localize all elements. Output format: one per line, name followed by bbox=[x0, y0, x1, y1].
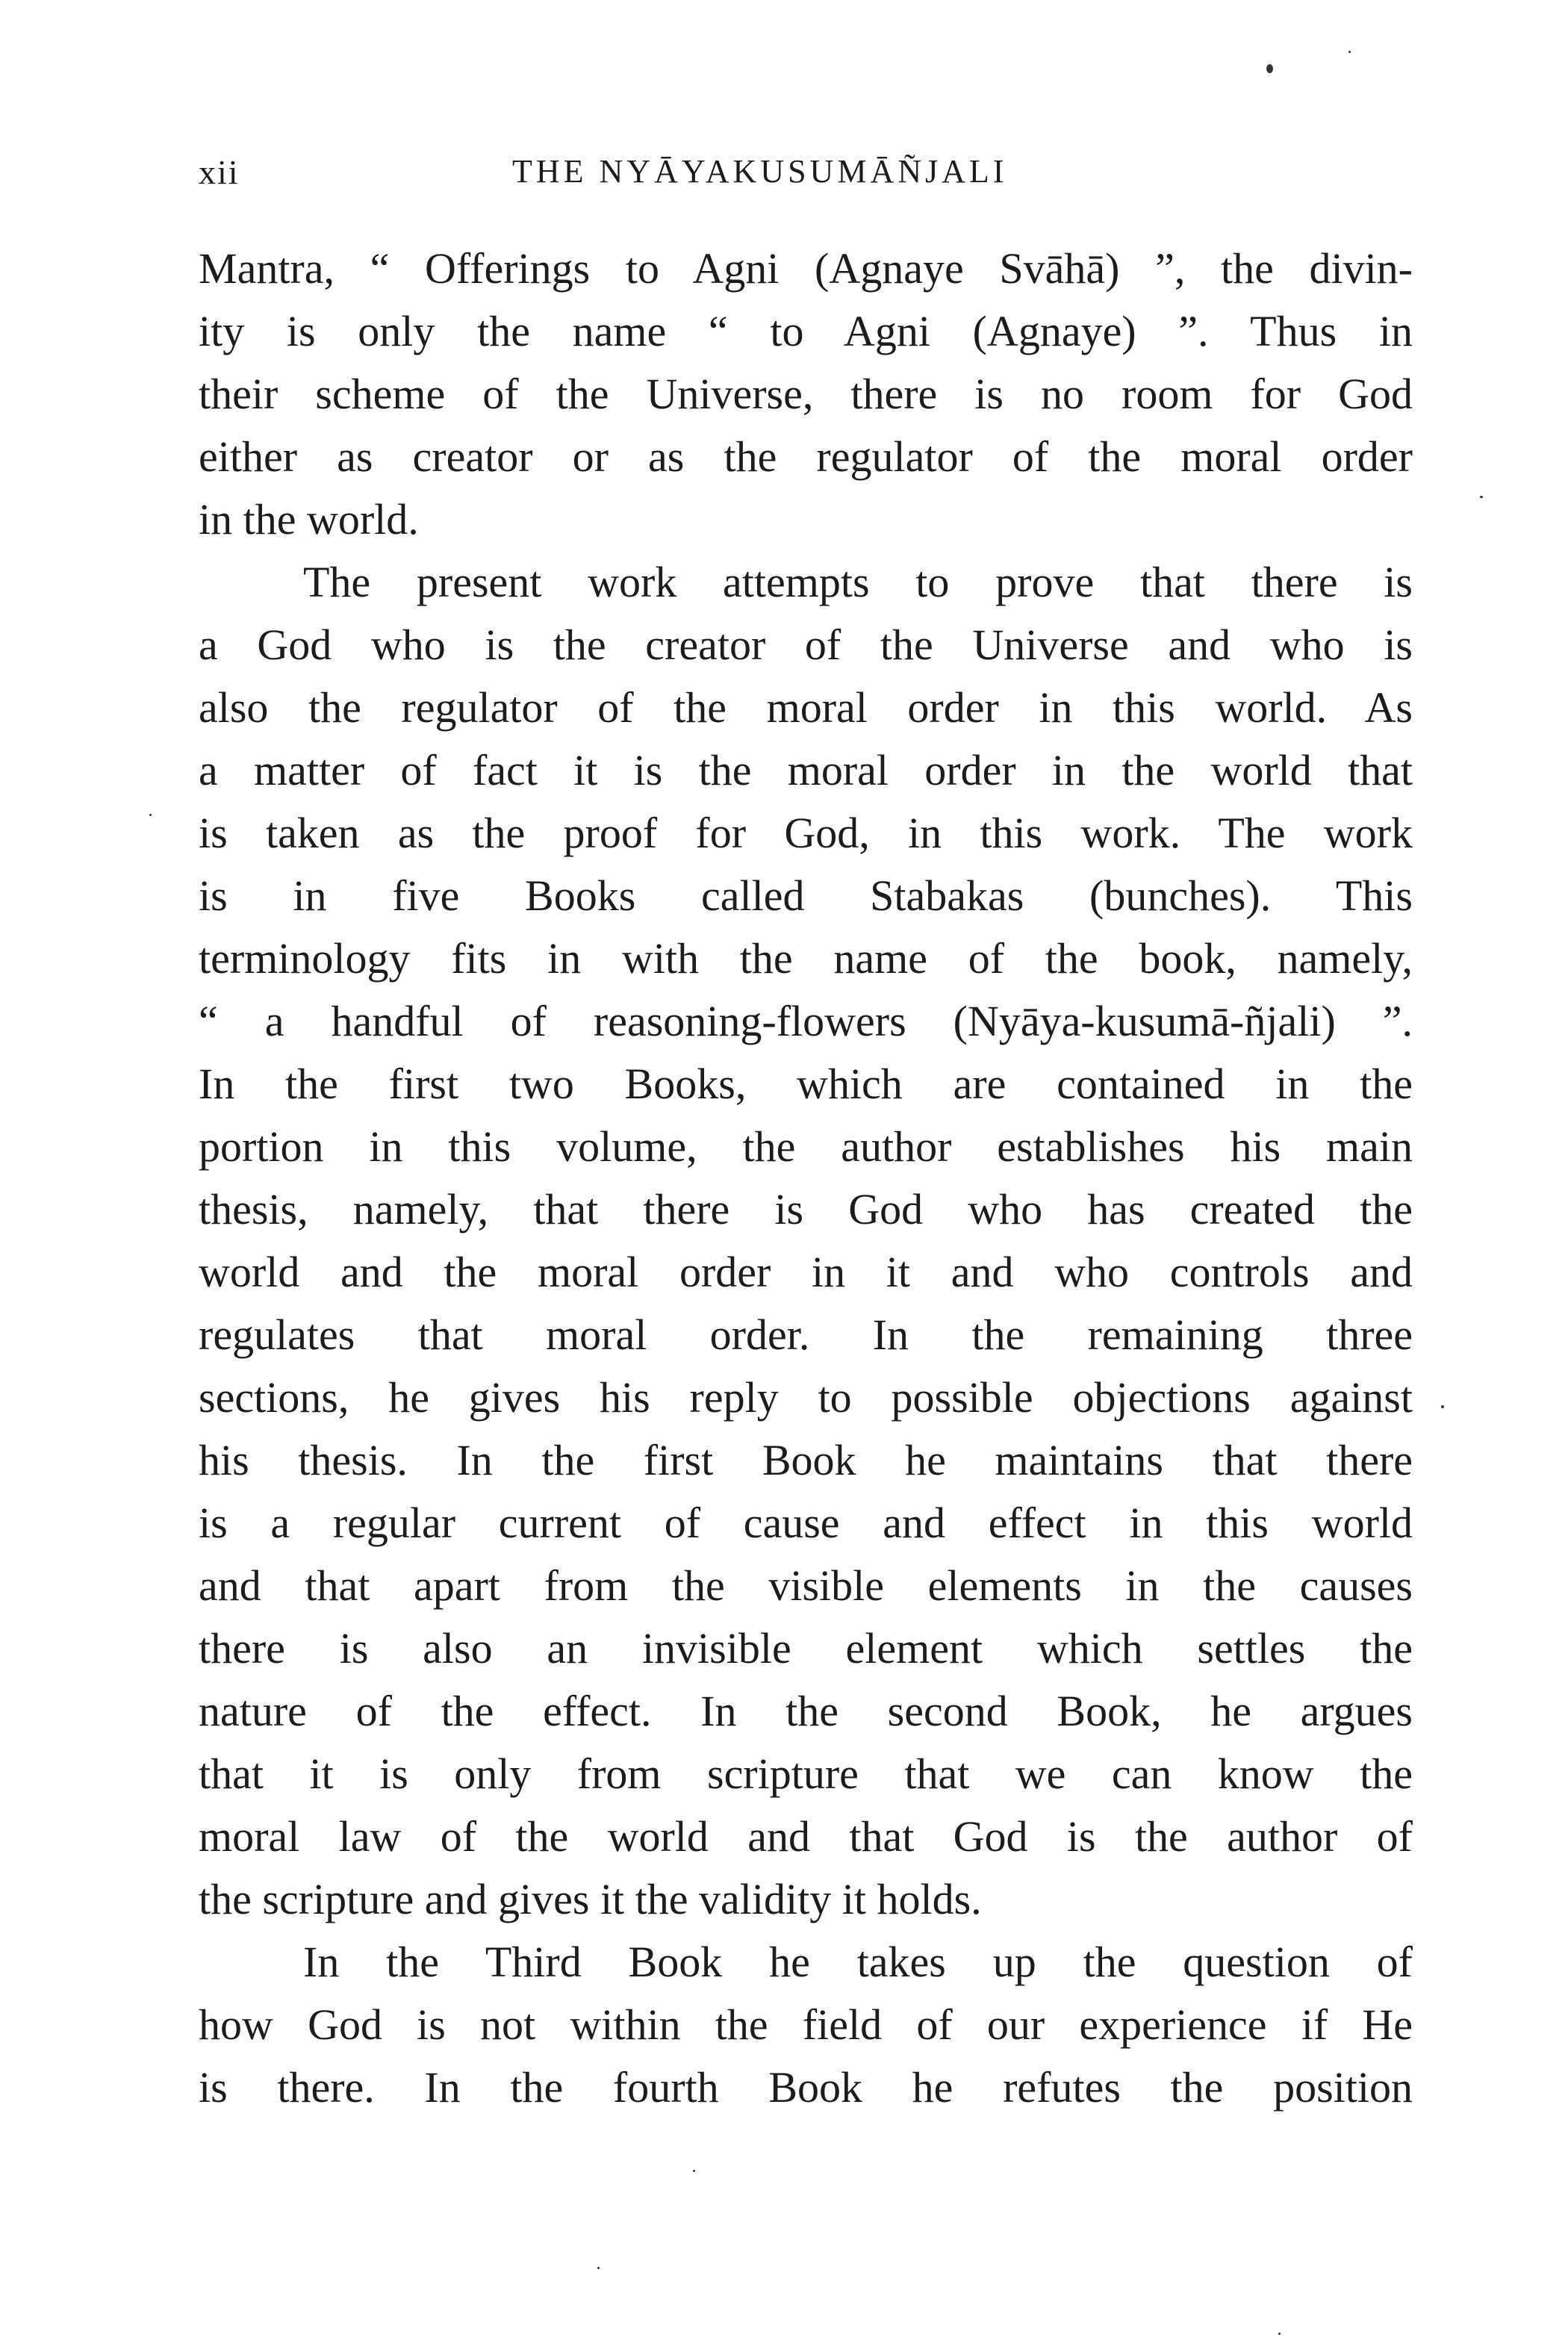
paragraph bbox=[199, 237, 1413, 551]
text-line: world and the moral order in it and who controls and bbox=[199, 1248, 1413, 1296]
text-line: Mantra, “ Offerings to Agni (Agnaye Svāhā) ”, the divin- bbox=[199, 244, 1413, 293]
text-line: a God who is the creator of the Universe and who is bbox=[199, 620, 1413, 669]
running-title: THE NYĀYAKUSUMĀÑJALI bbox=[512, 153, 1008, 190]
text-line: that it is only from scripture that we can know the bbox=[199, 1749, 1413, 1798]
scan-speck bbox=[597, 2267, 600, 2269]
text-line: a matter of fact it is the moral order in the world that bbox=[199, 746, 1413, 794]
page-number: xii bbox=[199, 153, 240, 191]
scan-speck bbox=[1348, 51, 1351, 53]
text-line: the scripture and gives it the validity it holds. bbox=[199, 1875, 982, 1923]
scan-speck bbox=[693, 2170, 695, 2172]
text-line: is a regular current of cause and effect in this world bbox=[199, 1499, 1413, 1547]
scan-speck bbox=[1480, 496, 1483, 498]
text-line: “ a handful of reasoning-flowers (Nyāya-kusumā-ñjali) ”. bbox=[199, 997, 1413, 1045]
text-line: there is also an invisible element which settles the bbox=[199, 1624, 1413, 1673]
scan-speck bbox=[1441, 1405, 1444, 1408]
text-line: nature of the effect. In the second Book, he argues bbox=[199, 1687, 1413, 1735]
text-line: is there. In the fourth Book he refutes the position bbox=[199, 2063, 1413, 2112]
paragraph bbox=[199, 1931, 1413, 2119]
text-line: ity is only the name “ to Agni (Agnaye) ”. Thus in bbox=[199, 307, 1413, 355]
text-line: in the world. bbox=[199, 495, 419, 544]
text-line: sections, he gives his reply to possible objections against bbox=[199, 1373, 1413, 1422]
scan-speck bbox=[1266, 64, 1273, 73]
paragraph bbox=[199, 551, 1413, 1931]
text-line: their scheme of the Universe, there is no room for God bbox=[199, 370, 1413, 418]
text-line: In the Third Book he takes up the question of bbox=[303, 1938, 1413, 1986]
text-line: regulates that moral order. In the remaining three bbox=[199, 1310, 1413, 1359]
text-line: is in five Books called Stabakas (bunches). This bbox=[199, 871, 1413, 920]
text-line: moral law of the world and that God is the author of bbox=[199, 1812, 1413, 1861]
text-line: either as creator or as the regulator of the moral order bbox=[199, 432, 1413, 481]
text-line: terminology fits in with the name of the book, namely, bbox=[199, 934, 1413, 983]
text-line: is taken as the proof for God, in this work. The work bbox=[199, 809, 1413, 857]
scan-speck bbox=[1278, 2333, 1281, 2335]
text-line: thesis, namely, that there is God who has created the bbox=[199, 1185, 1413, 1233]
text-line: portion in this volume, the author establishes his main bbox=[199, 1122, 1413, 1171]
text-line: how God is not within the field of our experience if He bbox=[199, 2000, 1413, 2049]
page-header bbox=[199, 152, 1416, 197]
text-line: In the first two Books, which are contained in the bbox=[199, 1060, 1413, 1108]
scan-speck bbox=[149, 814, 152, 816]
text-line: The present work attempts to prove that there is bbox=[303, 558, 1413, 606]
text-line: also the regulator of the moral order in this world. As bbox=[199, 683, 1413, 732]
body-text bbox=[199, 237, 1413, 2119]
text-line: his thesis. In the first Book he maintains that there bbox=[199, 1436, 1413, 1484]
text-line: and that apart from the visible elements in the causes bbox=[199, 1561, 1413, 1610]
